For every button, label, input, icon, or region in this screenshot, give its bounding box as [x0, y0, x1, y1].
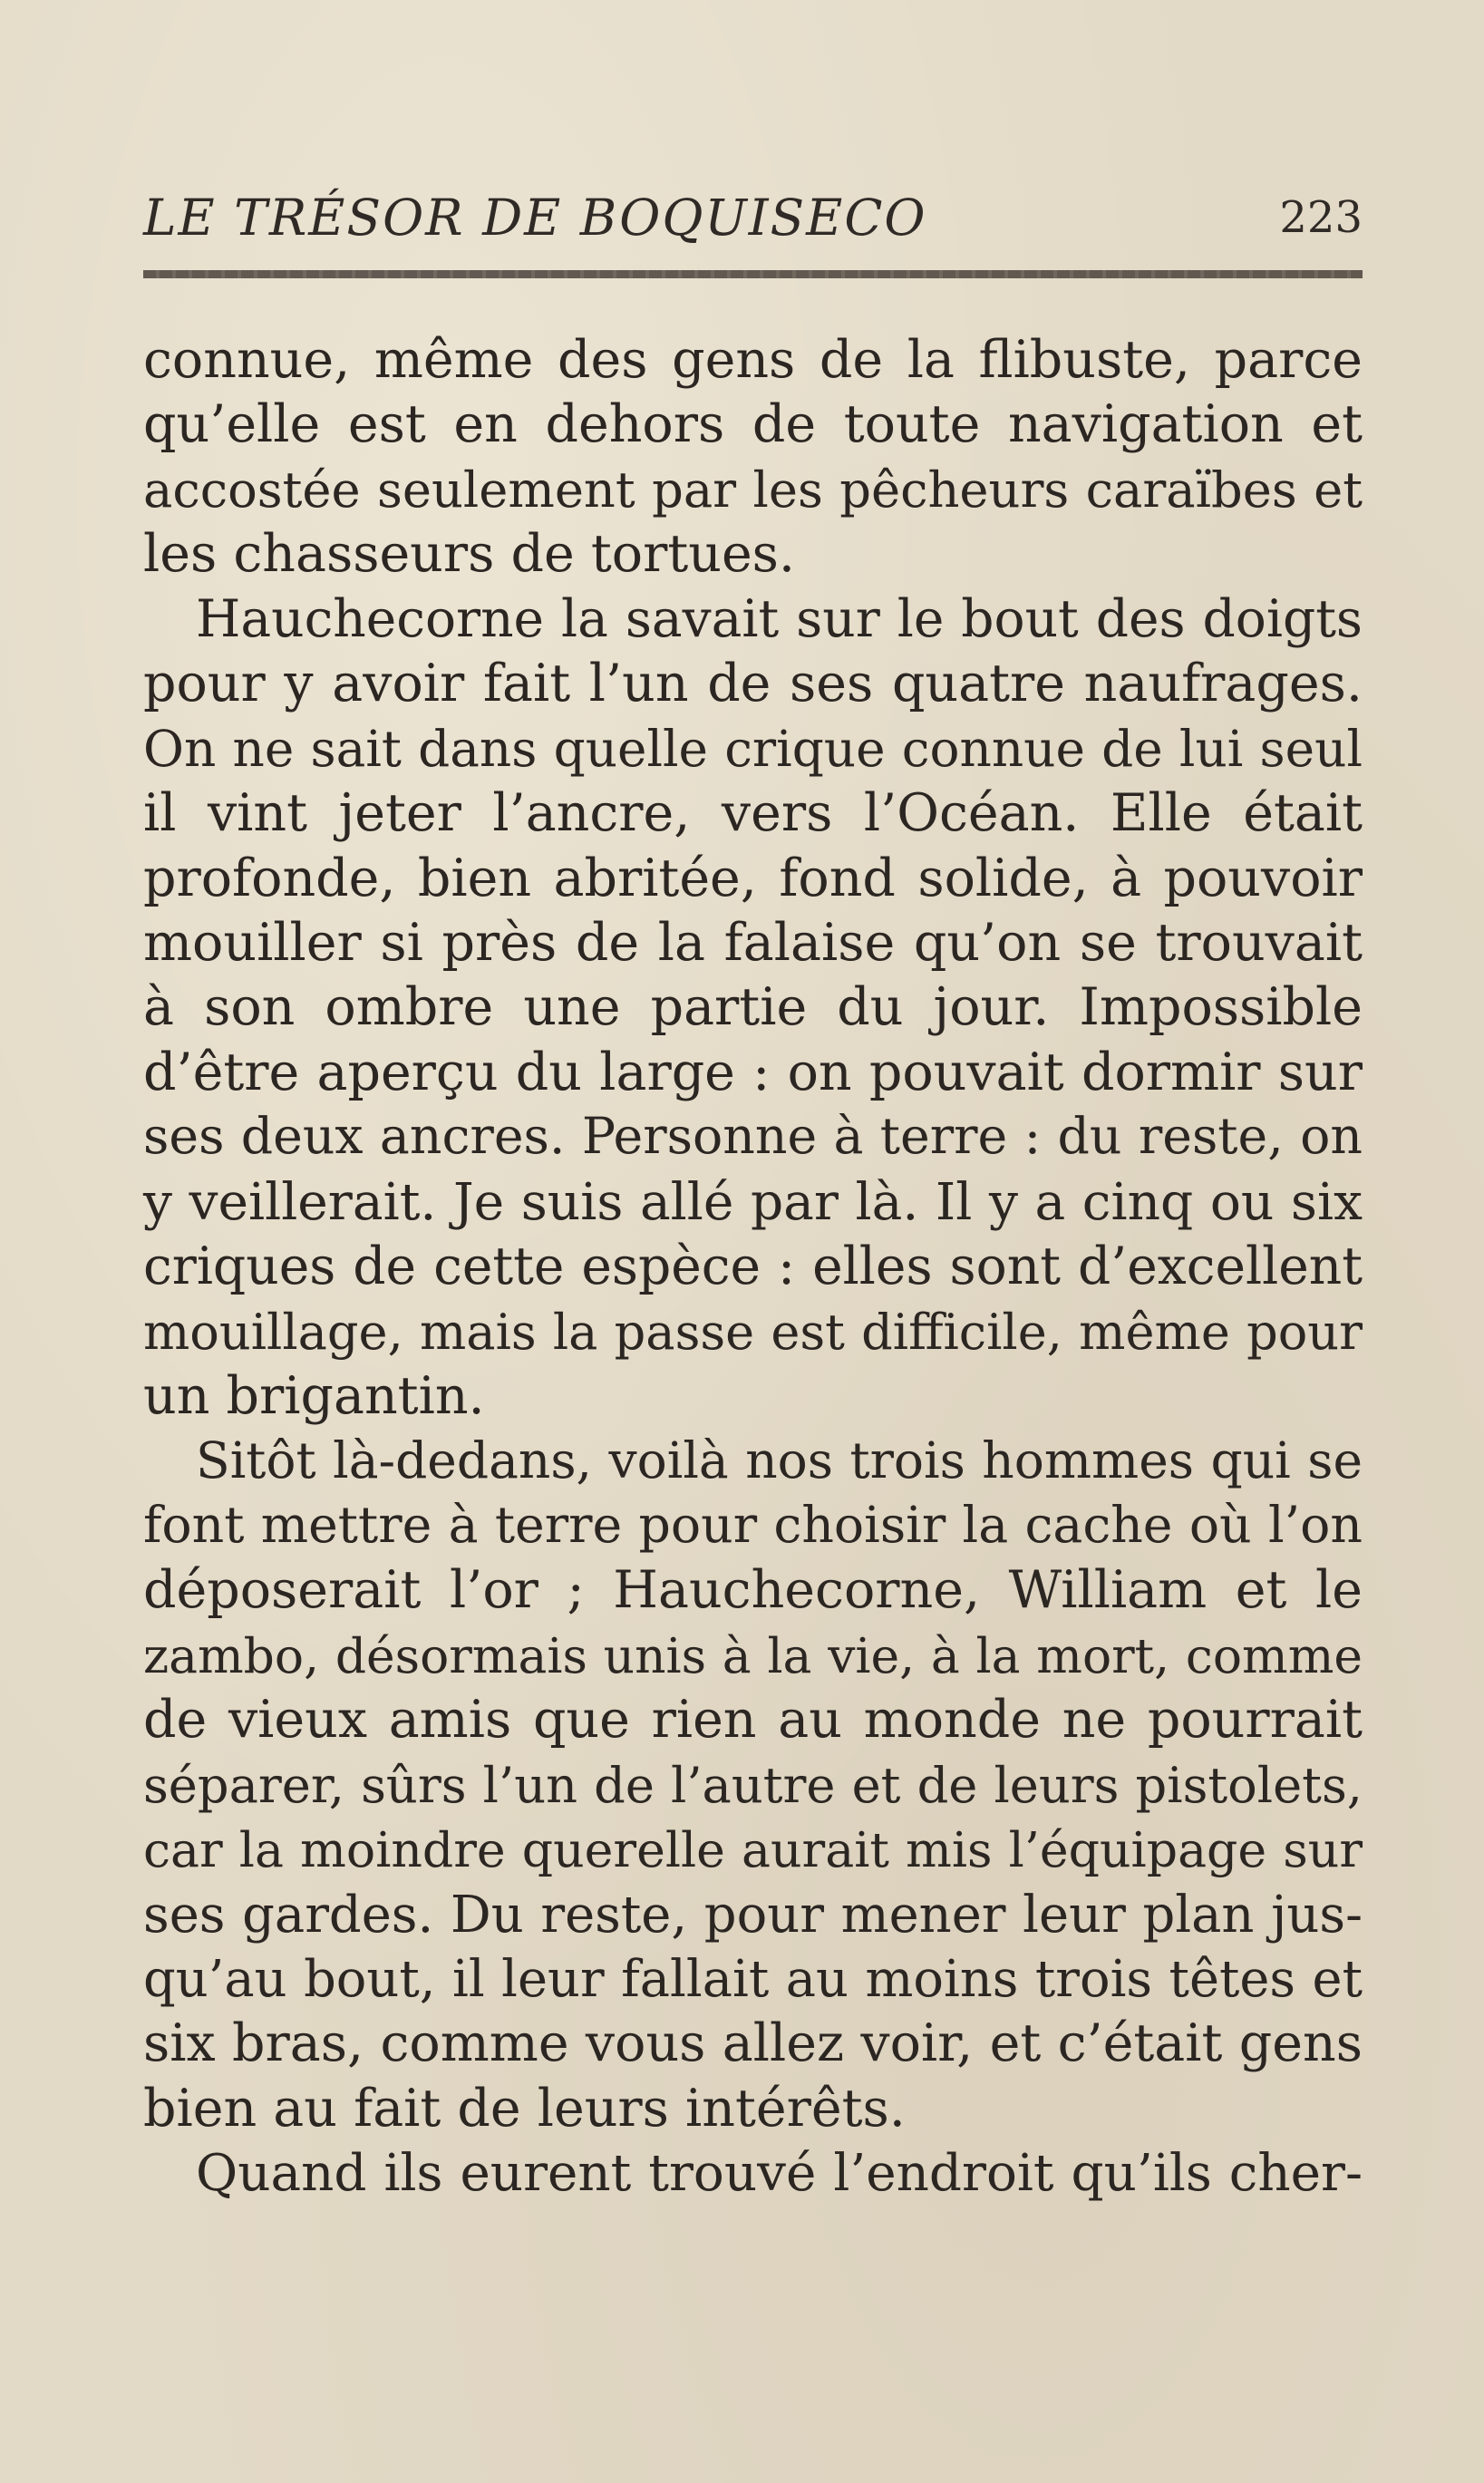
text-line: font mettre à terre pour choisir la cache où l’on — [143, 1496, 1363, 1555]
page-number: 223 — [1279, 192, 1363, 243]
text-line: déposerait l’or ; Hauchecorne, William et le — [143, 1560, 1363, 1621]
running-title: LE TRÉSOR DE BOQUISECO — [143, 189, 927, 247]
text-line: y veillerait. Je suis allé par là. Il y a cinq ou six — [143, 1171, 1363, 1232]
text-line: profonde, bien abritée, fond solide, à pouvoir — [143, 848, 1363, 908]
paragraph-start: Quand ils eurent trouvé l’endroit qu’ils cher- — [196, 2144, 1363, 2204]
text-line: qu’au bout, il leur fallait au moins trois têtes et — [143, 1949, 1363, 2009]
header-rule — [143, 270, 1363, 278]
text-line: mouillage, mais la passe est difficile, même pour — [143, 1303, 1363, 1361]
text-line: d’être aperçu du large : on pouvait dormir sur — [143, 1042, 1363, 1102]
text-line: de vieux amis que rien au monde ne pourrait — [143, 1690, 1363, 1751]
text-line: bien au fait de leurs intérêts. — [143, 2078, 906, 2139]
paragraph-start: Sitôt là-dedans, voilà nos trois hommes qui se — [196, 1431, 1363, 1490]
text-line: mouiller si près de la falaise qu’on se trouvait — [143, 912, 1363, 973]
text-line: les chasseurs de tortues. — [143, 524, 796, 585]
text-line: séparer, sûrs l’un de l’autre et de leurs pistolets, — [143, 1756, 1363, 1814]
text-line: qu’elle est en dehors de toute navigation et — [143, 394, 1363, 455]
text-line: connue, même des gens de la flibuste, parce — [143, 330, 1363, 390]
text-line: ses gardes. Du reste, pour mener leur plan jus- — [143, 1885, 1363, 1945]
text-line: six bras, comme vous allez voir, et c’était gens — [143, 2013, 1363, 2074]
text-line: ses deux ancres. Personne à terre : du reste, on — [143, 1108, 1363, 1167]
text-line: un brigantin. — [143, 1366, 485, 1426]
body-text — [143, 328, 1363, 2207]
text-line: car la moindre querelle aurait mis l’équipage sur — [143, 1821, 1363, 1879]
text-line: il vint jeter l’ancre, vers l’Océan. Elle était — [143, 783, 1363, 844]
text-line: à son ombre une partie du jour. Impossible — [143, 977, 1363, 1038]
running-head — [143, 186, 1363, 249]
text-line: On ne sait dans quelle crique connue de lui seul — [143, 719, 1363, 778]
text-line: pour y avoir fait l’un de ses quatre naufrages. — [143, 654, 1363, 714]
paragraph-start: Hauchecorne la savait sur le bout des doigts — [196, 588, 1363, 649]
text-line: zambo, désormais unis à la vie, à la mort, comme — [143, 1626, 1363, 1684]
text-line: accostée seulement par les pêcheurs caraïbes et — [143, 461, 1363, 519]
text-line: criques de cette espèce : elles sont d’excellent — [143, 1237, 1363, 1297]
